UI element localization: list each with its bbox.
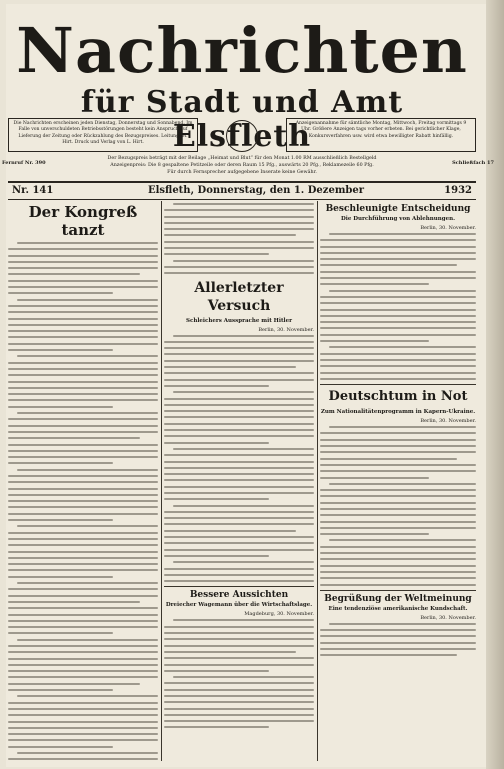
text-line	[17, 695, 158, 697]
text-line	[8, 551, 158, 553]
text-line	[320, 584, 476, 586]
text-line	[320, 629, 476, 631]
text-line	[8, 456, 158, 458]
text-line	[8, 727, 158, 729]
text-line	[8, 708, 158, 710]
text-line	[320, 302, 476, 304]
text-line	[320, 315, 476, 317]
text-line	[8, 425, 158, 427]
text-line	[164, 574, 314, 576]
text-line	[329, 290, 476, 292]
text-line	[8, 437, 140, 439]
text-line	[164, 511, 314, 513]
text-line	[8, 248, 158, 250]
text-line	[8, 758, 158, 760]
text-line	[8, 418, 158, 420]
text-line	[320, 489, 476, 491]
text-line	[173, 260, 314, 262]
article-headline: Begrüßung der Weltmeinung	[324, 593, 472, 604]
text-line	[173, 619, 314, 621]
text-line	[8, 576, 113, 578]
text-line	[164, 689, 314, 691]
dateline-bar	[8, 181, 476, 200]
text-line	[164, 385, 269, 387]
text-line	[164, 695, 314, 697]
text-line	[320, 372, 476, 374]
text-line	[164, 228, 314, 230]
text-line	[8, 292, 113, 294]
ads-price-line: Anzeigenpreis: Die 8 gespaltene Petitzeile oder deren Raum 15 Pfg., auswärts 20 Pfg., Reklamezeile 60 Pfg.	[110, 163, 374, 168]
text-line	[329, 623, 476, 625]
text-line	[164, 664, 314, 666]
text-line	[8, 733, 158, 735]
text-line	[8, 488, 158, 490]
article-headline: Der Kongreß tanzt	[28, 203, 138, 239]
text-line	[8, 431, 158, 433]
text-line	[164, 416, 314, 418]
article-headline: Deutschtum in Not	[328, 389, 468, 405]
text-line	[164, 492, 314, 494]
text-line	[8, 481, 158, 483]
text-line	[164, 360, 314, 362]
text-line	[164, 372, 314, 374]
text-line	[164, 726, 269, 728]
text-line	[320, 365, 476, 367]
text-line	[164, 657, 314, 659]
text-line	[320, 514, 476, 516]
text-line	[164, 253, 269, 255]
article-divider	[164, 586, 314, 587]
text-line	[8, 330, 158, 332]
place-date: Elsfleth, Donnerstag, den 1. Dezember	[148, 185, 365, 196]
text-line	[164, 626, 314, 628]
text-line	[320, 439, 476, 441]
text-line	[173, 676, 314, 678]
text-line	[320, 283, 429, 285]
text-line	[164, 473, 314, 475]
text-line	[329, 346, 476, 348]
text-line	[164, 701, 314, 703]
text-line	[17, 525, 158, 527]
article-subhead: Eine tendenziöse amerikanische Kundschaft.	[328, 605, 468, 612]
article-subhead: Schleichers Aussprache mit Hitler	[186, 317, 292, 324]
article-subhead: Zum Nationalitätenprogramm in Kapern-Ukraine.	[320, 409, 476, 416]
text-line	[173, 505, 314, 507]
text-line	[8, 519, 113, 521]
text-line	[17, 299, 158, 301]
text-line	[8, 614, 158, 616]
text-line	[8, 393, 158, 395]
column-left	[8, 201, 158, 761]
article-dateline: Berlin, 30. November.	[420, 225, 476, 231]
text-line	[8, 273, 140, 275]
text-line	[173, 561, 314, 563]
text-line	[8, 626, 158, 628]
text-line	[164, 341, 314, 343]
text-line	[164, 366, 296, 368]
text-line	[320, 309, 476, 311]
text-line	[8, 563, 158, 565]
text-line	[164, 461, 314, 463]
article-headline: Allerletzter Versuch	[194, 279, 284, 314]
text-line	[320, 321, 476, 323]
text-line	[8, 311, 158, 313]
text-line	[8, 513, 158, 515]
text-line	[8, 399, 158, 401]
text-line	[8, 683, 140, 685]
text-line	[8, 368, 158, 370]
newspaper-title: Nachrichten	[16, 14, 468, 87]
text-line	[164, 353, 314, 355]
article-divider	[320, 384, 476, 385]
page-edge-shadow	[486, 0, 504, 769]
text-line	[164, 479, 314, 481]
text-line	[320, 445, 476, 447]
text-line	[8, 462, 113, 464]
text-line	[164, 442, 269, 444]
text-line	[320, 477, 429, 479]
text-line	[164, 486, 314, 488]
text-line	[17, 355, 158, 357]
text-line	[320, 378, 476, 380]
text-line	[320, 451, 476, 453]
text-line	[320, 521, 476, 523]
text-line	[164, 454, 314, 456]
text-line	[8, 406, 113, 408]
text-line	[164, 216, 314, 218]
text-line	[8, 500, 158, 502]
text-line	[164, 670, 269, 672]
text-line	[8, 286, 158, 288]
text-line	[320, 458, 457, 460]
text-line	[8, 349, 113, 351]
issue-year: 1932	[444, 185, 472, 196]
text-line	[8, 324, 158, 326]
text-line	[320, 432, 476, 434]
text-line	[320, 635, 476, 637]
text-line	[164, 379, 314, 381]
text-line	[164, 423, 314, 425]
text-line	[320, 642, 476, 644]
text-line	[320, 648, 476, 650]
text-line	[320, 527, 476, 529]
text-line	[164, 247, 314, 249]
text-line	[164, 209, 314, 211]
text-line	[173, 448, 314, 450]
text-line	[164, 530, 296, 532]
text-line	[320, 571, 476, 573]
text-line	[164, 555, 269, 557]
text-line	[8, 569, 158, 571]
text-line	[8, 676, 158, 678]
article-body	[164, 619, 314, 728]
text-line	[164, 708, 314, 710]
text-line	[320, 577, 476, 579]
text-line	[164, 404, 314, 406]
text-line	[8, 739, 158, 741]
text-line	[320, 359, 476, 361]
text-line	[320, 552, 476, 554]
masthead-emblem	[200, 118, 284, 152]
text-line	[8, 381, 158, 383]
mailbox-number: Schließfach 17	[452, 160, 494, 166]
text-line	[8, 494, 158, 496]
text-line	[320, 340, 429, 342]
text-line	[164, 549, 314, 551]
text-line	[8, 645, 158, 647]
text-line	[320, 353, 476, 355]
text-line	[8, 607, 158, 609]
text-line	[164, 467, 314, 469]
text-line	[320, 327, 476, 329]
phone-number: Fernruf Nr. 390	[2, 160, 46, 166]
article-dateline: Berlin, 30. November.	[420, 614, 476, 621]
text-line	[320, 533, 429, 535]
text-line	[164, 542, 314, 544]
text-line	[320, 502, 476, 504]
text-line	[8, 255, 158, 257]
text-line	[164, 682, 314, 684]
text-line	[320, 464, 476, 466]
text-line	[164, 651, 296, 653]
article-body	[164, 335, 314, 583]
text-line	[8, 689, 113, 691]
text-line	[8, 450, 158, 452]
text-line	[164, 638, 314, 640]
text-line	[17, 752, 158, 754]
text-line	[320, 558, 476, 560]
text-line	[164, 435, 314, 437]
column-divider	[317, 201, 318, 761]
issue-number: Nr. 141	[12, 185, 54, 196]
text-line	[164, 241, 314, 243]
text-line	[164, 266, 314, 268]
text-line	[8, 746, 113, 748]
advertising-notice: Anzeigenannahme für sämtliche Montag, Mittwoch, Freitag vormittags 9 Uhr. Größere Anzeigen tags vorher erbeten. Bei gerichtlicher Klage, Konkursverfahren usw. wird etwa bewilligter Rabatt hinfällig.	[286, 118, 476, 152]
text-line	[17, 242, 158, 244]
text-line	[173, 391, 314, 393]
article-dateline: Berlin, 30. November.	[258, 326, 314, 333]
text-line	[8, 588, 158, 590]
text-line	[164, 429, 314, 431]
article-body	[320, 426, 476, 585]
info-row	[8, 118, 476, 154]
text-line	[8, 343, 158, 345]
text-line	[8, 544, 158, 546]
text-line	[8, 532, 158, 534]
article-subhead: Die Durchführung von Ablehnungen.	[340, 216, 456, 222]
text-line	[320, 565, 476, 567]
article-subhead: Dreiecher Wagemann über die Wirtschaftslage.	[165, 602, 313, 609]
text-line	[320, 470, 476, 472]
text-line	[320, 277, 476, 279]
text-line	[320, 334, 476, 336]
text-line	[17, 639, 158, 641]
text-line	[8, 651, 158, 653]
text-line	[8, 280, 158, 282]
text-line	[164, 720, 314, 722]
text-line	[164, 632, 314, 634]
text-line	[8, 362, 158, 364]
text-line	[8, 664, 158, 666]
text-line	[8, 261, 158, 263]
text-line	[164, 222, 314, 224]
text-line	[320, 296, 476, 298]
town-seal-icon	[226, 120, 258, 152]
article-headline: Bessere Aussichten	[189, 590, 289, 601]
text-line	[8, 475, 158, 477]
text-line	[173, 203, 314, 205]
text-line	[8, 601, 140, 603]
phone-line: Für durch Fernsprecher aufgegebene Inserate keine Gewähr.	[167, 170, 317, 175]
text-line	[320, 239, 476, 241]
text-line	[320, 264, 457, 266]
text-line	[8, 538, 158, 540]
text-line	[164, 517, 314, 519]
text-line	[320, 246, 476, 248]
article-body	[8, 242, 158, 761]
publication-notice: Die Nachrichten erscheinen jeden Dienstag, Donnerstag und Sonnabend. Im Falle von unverschuldeten Betriebsstörungen besteht kein Anspruch auf Lieferung der Zeitung oder Rückzahlung des Bezugspreises. Leitung: H. Hirt. Druck und Verlag von L. Hirt.	[8, 118, 198, 152]
text-line	[8, 267, 158, 269]
text-line	[329, 539, 476, 541]
text-line	[164, 272, 314, 274]
text-line	[8, 714, 158, 716]
price-line: Der Bezugspreis beträgt mit der Beilage „Heimat und Blut“ für den Monat 1.00 RM ausschließlich Bestellgeld	[107, 156, 377, 161]
text-line	[320, 508, 476, 510]
text-line	[8, 305, 158, 307]
text-line	[164, 645, 314, 647]
text-line	[329, 233, 476, 235]
text-line	[17, 412, 158, 414]
column-divider	[161, 201, 162, 761]
text-line	[8, 721, 158, 723]
text-line	[8, 595, 158, 597]
text-line	[8, 620, 158, 622]
text-line	[164, 580, 314, 582]
text-line	[8, 632, 113, 634]
text-line	[8, 444, 158, 446]
text-line	[164, 536, 314, 538]
text-line	[164, 347, 314, 349]
text-line	[8, 318, 158, 320]
text-line	[8, 336, 158, 338]
text-line	[329, 483, 476, 485]
text-line	[8, 658, 158, 660]
column-right	[320, 201, 476, 761]
text-line	[17, 469, 158, 471]
article-dateline: Magdeburg, 30. November.	[244, 611, 314, 618]
article-body	[164, 203, 314, 274]
text-line	[8, 702, 158, 704]
text-line	[164, 714, 314, 716]
article-body	[320, 233, 476, 380]
text-line	[164, 234, 296, 236]
text-line	[320, 258, 476, 260]
column-middle	[164, 201, 314, 761]
article-headline: Beschleunigte Entscheidung	[325, 204, 471, 214]
text-line	[320, 252, 476, 254]
text-line	[173, 335, 314, 337]
text-line	[164, 568, 314, 570]
article-divider	[320, 590, 476, 591]
text-line	[329, 426, 476, 428]
text-line	[8, 506, 158, 508]
text-line	[17, 582, 158, 584]
text-line	[320, 546, 476, 548]
text-line	[164, 523, 314, 525]
text-line	[8, 670, 158, 672]
text-line	[8, 374, 158, 376]
text-line	[8, 557, 158, 559]
text-line	[164, 498, 269, 500]
text-line	[320, 495, 476, 497]
text-line	[320, 654, 457, 656]
text-line	[320, 271, 476, 273]
text-line	[164, 410, 314, 412]
text-line	[8, 387, 158, 389]
text-line	[164, 398, 314, 400]
article-body	[320, 623, 476, 656]
newspaper-subtitle: für Stadt und Amt Elsfleth	[80, 85, 404, 154]
article-dateline: Berlin, 30. November.	[420, 418, 476, 425]
